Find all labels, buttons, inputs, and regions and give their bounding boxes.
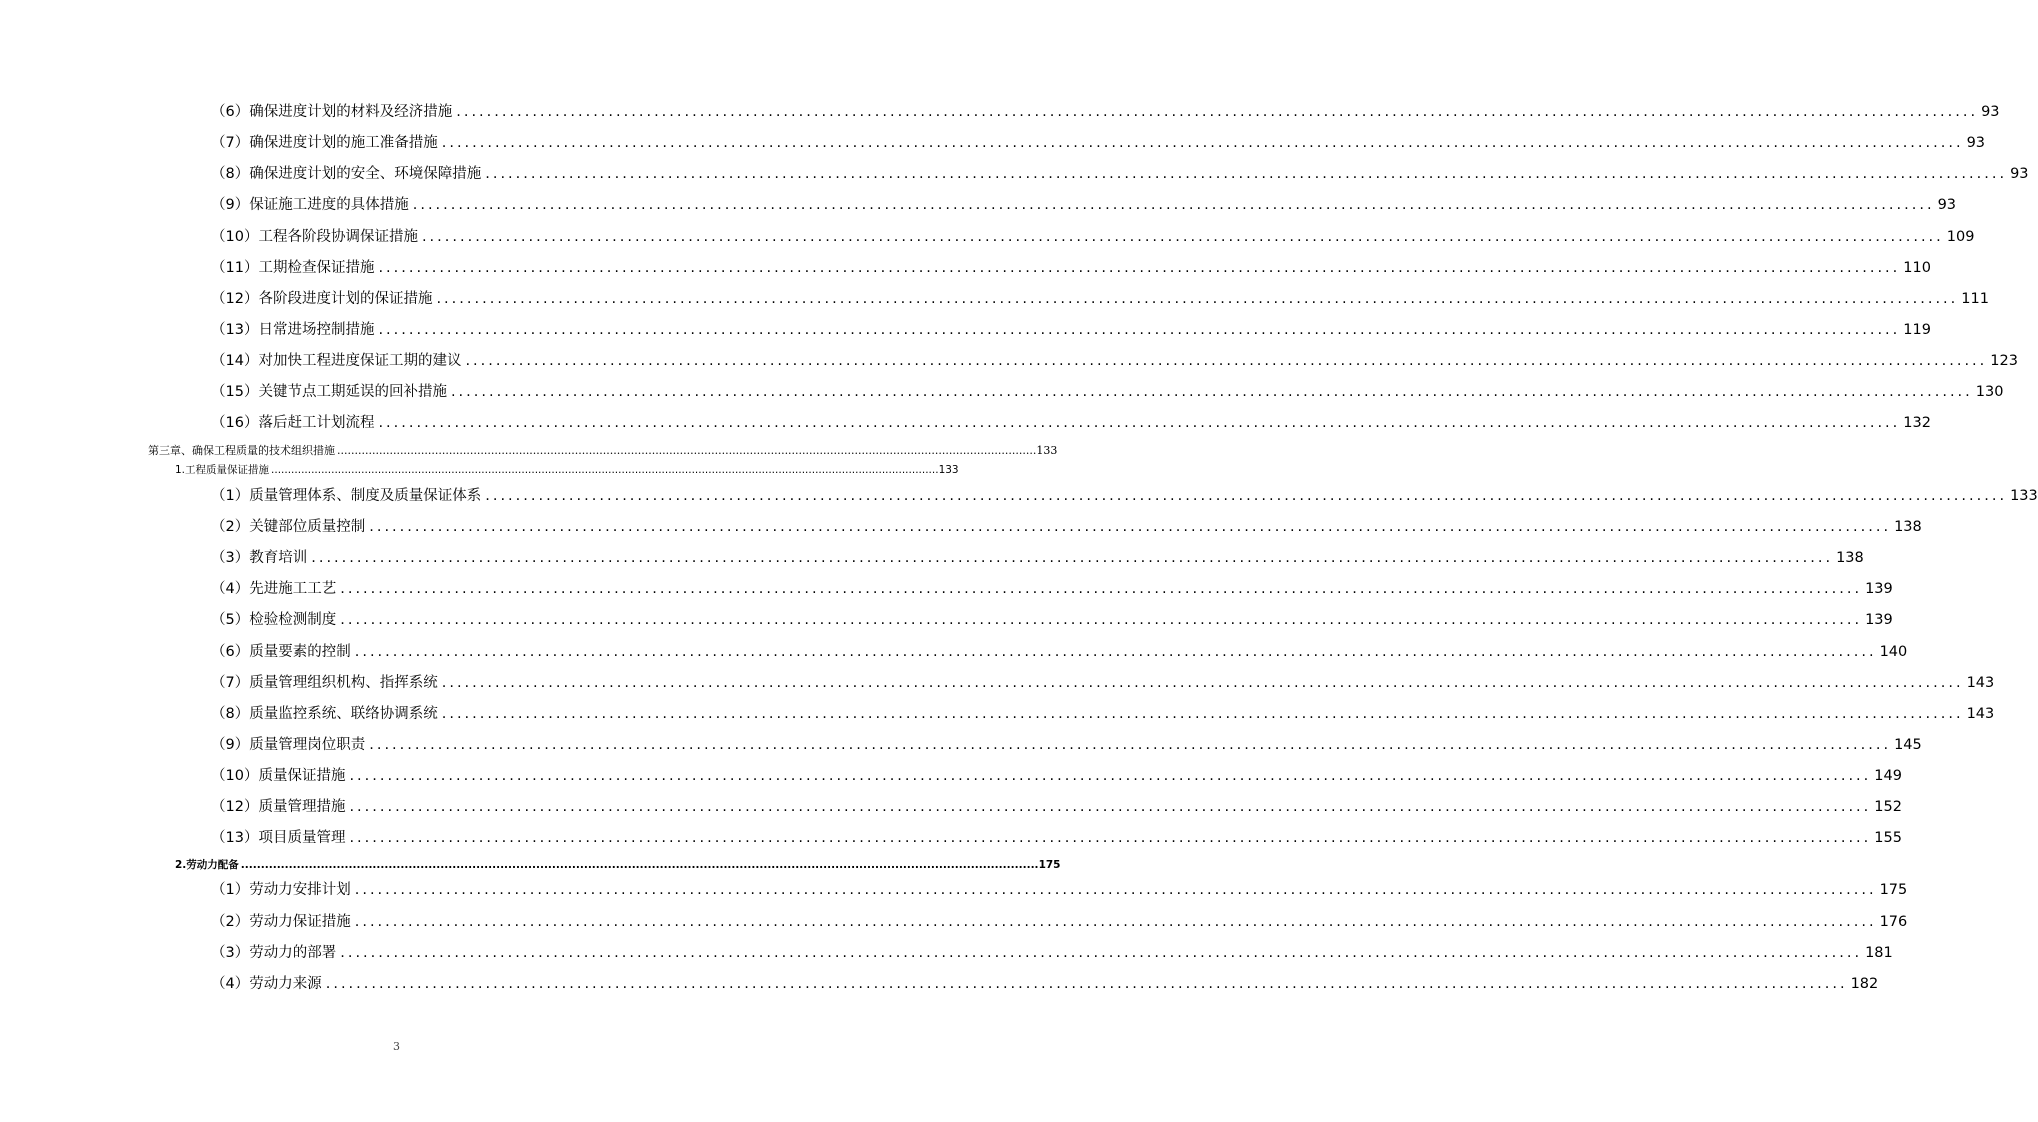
toc-entry[interactable]: [211, 702, 1995, 723]
toc-entry[interactable]: [211, 764, 1902, 785]
toc-dot-leader: ........................................................................................................................................................................................................: [349, 768, 1872, 784]
toc-entry-title: （6）确保进度计划的材料及经济措施: [211, 104, 453, 120]
toc-entry[interactable]: [211, 225, 1975, 246]
toc-entry-title: （5）检验检测制度: [211, 612, 337, 628]
toc-entry[interactable]: [211, 640, 1908, 661]
toc-entry[interactable]: [211, 608, 1893, 629]
toc-dot-leader: ........................................................................................................................................................................................................: [354, 882, 1877, 898]
toc-entry-title: （2）关键部位质量控制: [211, 519, 366, 535]
toc-dot-leader: ........................................................................................................................................................................................................: [450, 384, 1973, 400]
toc-dot-leader: ........................................................................................................................................................................................................: [436, 291, 1959, 307]
toc-entry[interactable]: [211, 131, 1986, 152]
toc-dot-leader: ........................................................................................................................................................................................................: [349, 799, 1872, 815]
toc-entry-page: 93: [1966, 135, 1986, 151]
toc-entry[interactable]: [211, 515, 1922, 536]
toc-entry-page: 132: [1903, 415, 1931, 431]
toc-entry[interactable]: [211, 484, 2038, 505]
toc-entry-title: （14）对加快工程进度保证工期的建议: [211, 353, 462, 369]
toc-entry-title: （12）质量管理措施: [211, 799, 346, 815]
toc-entry-page: 110: [1903, 260, 1931, 276]
toc-dot-leader: ........................................................................................................................................................................................................: [337, 444, 1037, 457]
toc-dot-leader: ........................................................................................................................................................................................................: [369, 519, 1892, 535]
toc-dot-leader: ........................................................................................................................................................................................................: [240, 859, 1039, 871]
toc-entry-title: （11）工期检查保证措施: [211, 260, 375, 276]
toc-dot-leader: ........................................................................................................................................................................................................: [340, 945, 1863, 961]
toc-entry-page: 93: [1937, 197, 1957, 213]
toc-entry[interactable]: [211, 972, 1879, 993]
toc-entry[interactable]: [148, 442, 1058, 458]
toc-entry-title: （13）项目质量管理: [211, 830, 346, 846]
toc-dot-leader: ........................................................................................................................................................................................................: [340, 612, 1863, 628]
toc-dot-leader: ........................................................................................................................................................................................................: [441, 706, 1964, 722]
toc-entry-title: （7）质量管理组织机构、指挥系统: [211, 675, 438, 691]
toc-dot-leader: ........................................................................................................................................................................................................: [349, 830, 1872, 846]
toc-entry-title: （1）劳动力安排计划: [211, 882, 351, 898]
toc-entry-title: （4）先进施工工艺: [211, 581, 337, 597]
page-number: 3: [393, 1040, 400, 1053]
toc-entry-title: （3）教育培训: [211, 550, 308, 566]
toc-entry-page: 133: [1036, 444, 1058, 457]
toc-entry-page: 119: [1903, 322, 1931, 338]
toc-dot-leader: ........................................................................................................................................................................................................: [412, 197, 1935, 213]
toc-dot-leader: ........................................................................................................................................................................................................: [465, 353, 1988, 369]
toc-entry-title: （4）劳动力来源: [211, 976, 322, 992]
toc-entry-page: 145: [1894, 737, 1922, 753]
toc-entry[interactable]: [211, 546, 1864, 567]
toc-entry-title: （8）质量监控系统、联络协调系统: [211, 706, 438, 722]
toc-entry-page: 133: [2010, 488, 2038, 504]
toc-entry-title: （10）工程各阶段协调保证措施: [211, 229, 418, 245]
toc-entry-page: 175: [1038, 859, 1061, 871]
toc-entry[interactable]: [211, 671, 1995, 692]
toc-entry-title: （3）劳动力的部署: [211, 945, 337, 961]
toc-entry-title: 1.工程质量保证措施: [175, 464, 270, 476]
toc-entry-page: 93: [2010, 166, 2029, 182]
toc-entry-title: （12）各阶段进度计划的保证措施: [211, 291, 433, 307]
toc-entry[interactable]: [211, 795, 1902, 816]
toc-entry[interactable]: [211, 349, 2018, 370]
toc-entry-title: （9）质量管理岗位职责: [211, 737, 366, 753]
toc-entry-title: （10）质量保证措施: [211, 768, 346, 784]
toc-entry[interactable]: [211, 941, 1893, 962]
toc-entry-page: 111: [1961, 291, 1989, 307]
toc-entry[interactable]: [211, 577, 1893, 598]
toc-dot-leader: ........................................................................................................................................................................................................: [311, 550, 1834, 566]
toc-entry-page: 143: [1966, 675, 1995, 691]
toc-entry-page: 175: [1879, 882, 1908, 898]
toc-entry-title: （16）落后赶工计划流程: [211, 415, 375, 431]
toc-entry-page: 155: [1874, 830, 1902, 846]
toc-entry[interactable]: [211, 162, 2029, 183]
toc-entry-page: 182: [1850, 976, 1879, 992]
toc-entry[interactable]: [211, 826, 1902, 847]
toc-entry[interactable]: [211, 100, 2000, 121]
toc-dot-leader: ........................................................................................................................................................................................................: [378, 415, 1901, 431]
toc-dot-leader: ........................................................................................................................................................................................................: [421, 229, 1944, 245]
toc-entry-page: 139: [1865, 581, 1893, 597]
toc-dot-leader: ........................................................................................................................................................................................................: [441, 675, 1964, 691]
toc-entry-title: （6）质量要素的控制: [211, 644, 351, 660]
toc-dot-leader: ........................................................................................................................................................................................................: [325, 976, 1848, 992]
toc-entry-title: （8）确保进度计划的安全、环境保障措施: [211, 166, 482, 182]
toc-entry-page: 149: [1874, 768, 1902, 784]
toc-dot-leader: ........................................................................................................................................................................................................: [441, 135, 1964, 151]
toc-entry-page: 176: [1879, 914, 1908, 930]
toc-entry[interactable]: [211, 193, 1957, 214]
toc-dot-leader: ........................................................................................................................................................................................................: [456, 104, 1979, 120]
toc-entry-title: （2）劳动力保证措施: [211, 914, 351, 930]
toc-entry-title: （15）关键节点工期延误的回补措施: [211, 384, 447, 400]
toc-entry-title: （7）确保进度计划的施工准备措施: [211, 135, 438, 151]
toc-entry[interactable]: [211, 878, 1908, 899]
toc-entry-page: 139: [1865, 612, 1893, 628]
toc-entry-page: 143: [1966, 706, 1995, 722]
toc-entry-page: 138: [1894, 519, 1922, 535]
toc-entry-title: （9）保证施工进度的具体措施: [211, 197, 409, 213]
toc-entry-title: （1）质量管理体系、制度及质量保证体系: [211, 488, 482, 504]
toc-dot-leader: ........................................................................................................................................................................................................: [354, 644, 1877, 660]
toc-entry-title: 2.劳动力配备: [175, 859, 239, 871]
toc-entry[interactable]: [211, 287, 1989, 308]
toc-entry[interactable]: [211, 733, 1922, 754]
toc-dot-leader: ........................................................................................................................................................................................................: [369, 737, 1892, 753]
toc-entry-page: 123: [1990, 353, 2018, 369]
toc-entry-page: 130: [1975, 384, 2004, 400]
toc-entry-page: 133: [938, 464, 959, 476]
toc-dot-leader: ........................................................................................................................................................................................................: [485, 166, 2008, 182]
toc-dot-leader: ........................................................................................................................................................................................................: [354, 914, 1877, 930]
toc-entry[interactable]: [211, 411, 1931, 432]
toc-dot-leader: ........................................................................................................................................................................................................: [378, 322, 1901, 338]
toc-entry-page: 138: [1836, 550, 1864, 566]
toc-entry-page: 181: [1865, 945, 1893, 961]
toc-entry-page: 140: [1879, 644, 1908, 660]
toc-entry-title: （13）日常进场控制措施: [211, 322, 375, 338]
toc-dot-leader: ........................................................................................................................................................................................................: [378, 260, 1901, 276]
toc-entry-page: 93: [1981, 104, 2000, 120]
toc-dot-leader: ........................................................................................................................................................................................................: [271, 464, 939, 476]
toc-entry[interactable]: [175, 857, 1061, 872]
toc-entry-page: 152: [1874, 799, 1902, 815]
toc-entry-title: 第三章、确保工程质量的技术组织措施: [148, 444, 335, 457]
toc-dot-leader: ........................................................................................................................................................................................................: [485, 488, 2008, 504]
toc-entry[interactable]: [211, 380, 2004, 401]
toc-entry[interactable]: [211, 318, 1931, 339]
toc-entry[interactable]: [211, 910, 1908, 931]
toc-entry[interactable]: [175, 462, 959, 477]
toc-dot-leader: ........................................................................................................................................................................................................: [340, 581, 1863, 597]
toc-entry-page: 109: [1946, 229, 1975, 245]
toc-entry[interactable]: [211, 256, 1931, 277]
